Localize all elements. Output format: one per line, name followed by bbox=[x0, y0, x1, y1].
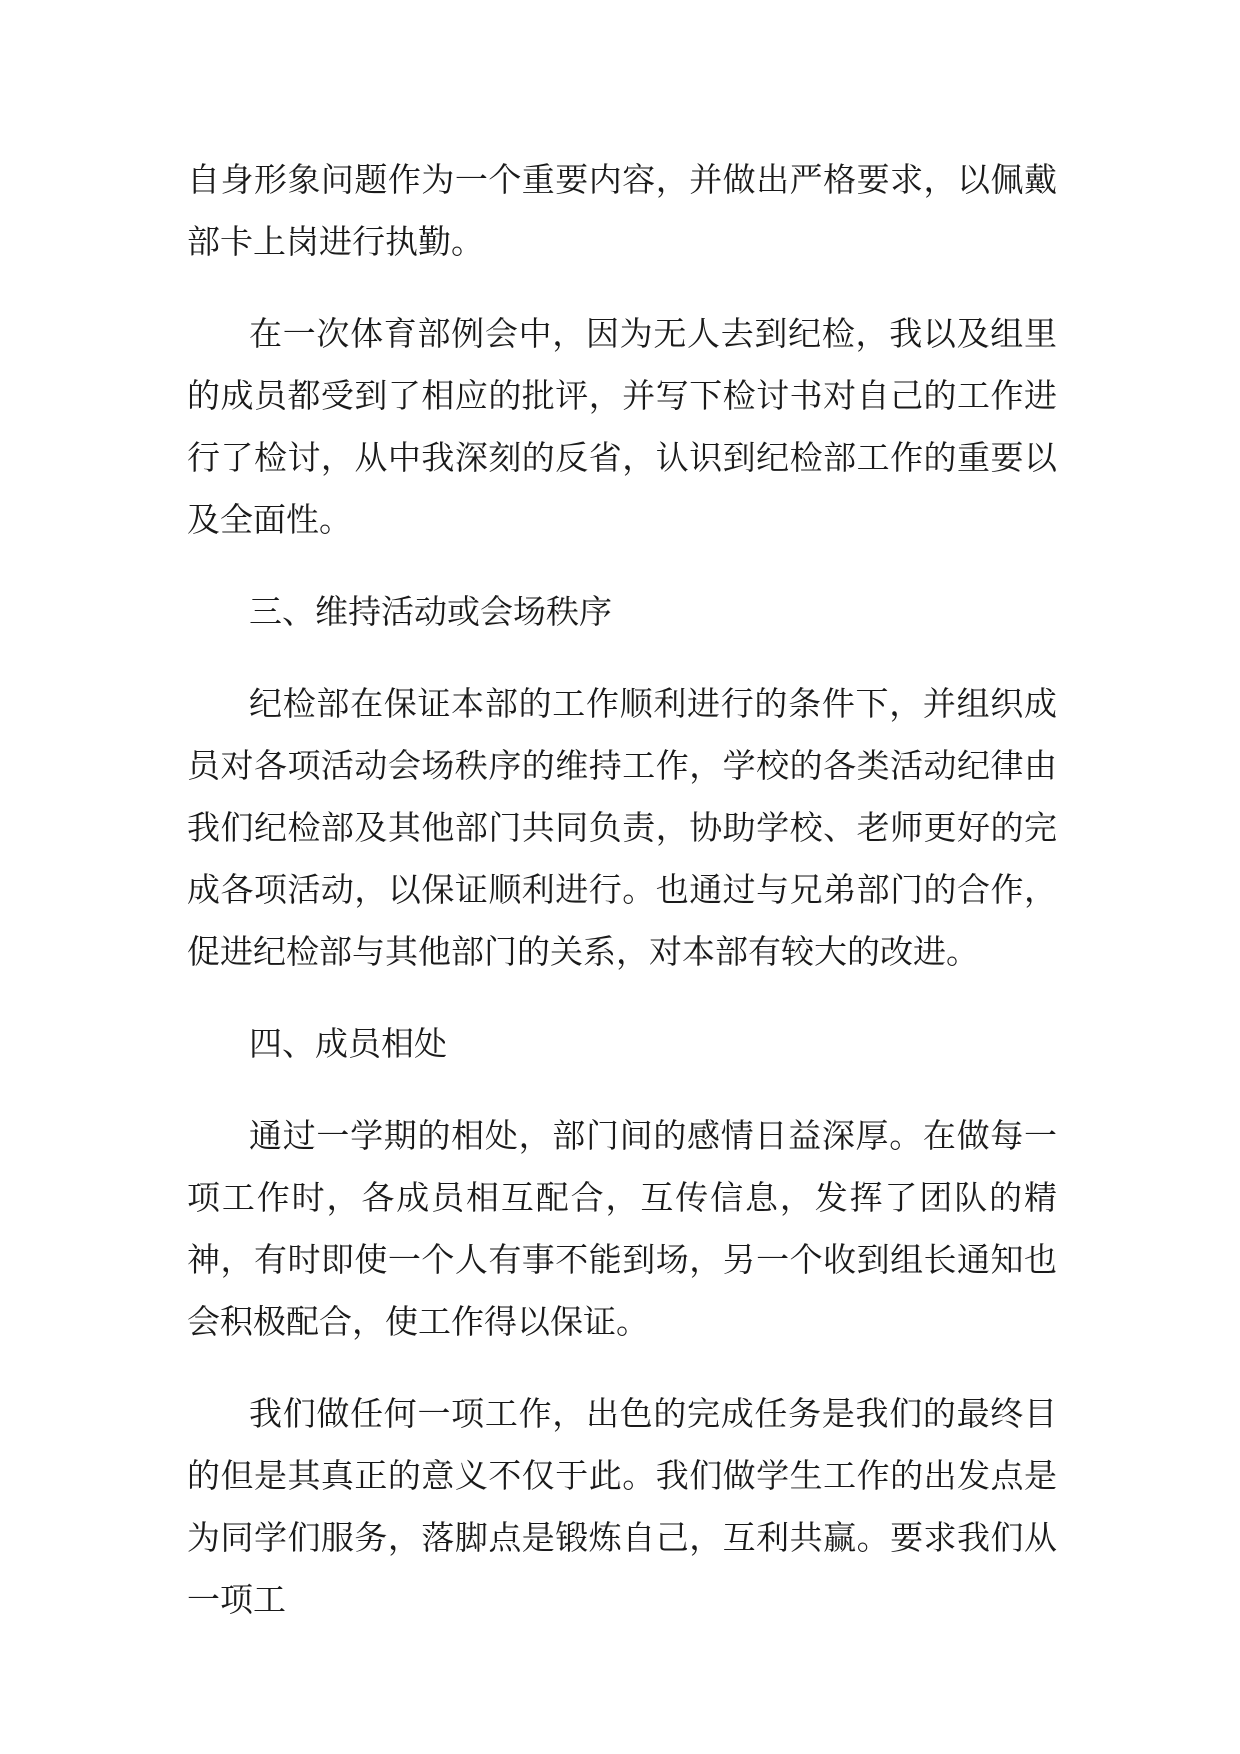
section-heading-order: 三、维持活动或会场秩序 bbox=[249, 592, 612, 631]
document-body bbox=[187, 149, 1057, 1661]
paragraph-continuation: 自身形象问题作为一个重要内容，并做出严格要求，以佩戴部卡上岗进行执勤。 bbox=[187, 160, 1057, 261]
section-heading-members: 四、成员相处 bbox=[249, 1024, 447, 1063]
paragraph-purpose: 我们做任何一项工作，出色的完成任务是我们的最终目的但是其真正的意义不仅于此。我们做学生工作的出发点是为同学们服务，落脚点是锻炼自己，互利共赢。要求我们从一项工 bbox=[187, 1394, 1057, 1619]
paragraph-teamwork: 通过一学期的相处，部门间的感情日益深厚。在做每一项工作时，各成员相互配合，互传信息，发挥了团队的精神，有时即使一个人有事不能到场，另一个收到组长通知也会积极配合，使工作得以保证。 bbox=[187, 1116, 1057, 1341]
paragraph-maintain-order: 纪检部在保证本部的工作顺利进行的条件下，并组织成员对各项活动会场秩序的维持工作，学校的各类活动纪律由我们纪检部及其他部门共同负责，协助学校、老师更好的完成各项活动，以保证顺利进行。也通过与兄弟部门的合作，促进纪检部与其他部门的关系，对本部有较大的改进。 bbox=[187, 684, 1057, 971]
paragraph-meeting-criticism: 在一次体育部例会中，因为无人去到纪检，我以及组里的成员都受到了相应的批评，并写下检讨书对自己的工作进行了检讨，从中我深刻的反省，认识到纪检部工作的重要以及全面性。 bbox=[187, 314, 1057, 539]
